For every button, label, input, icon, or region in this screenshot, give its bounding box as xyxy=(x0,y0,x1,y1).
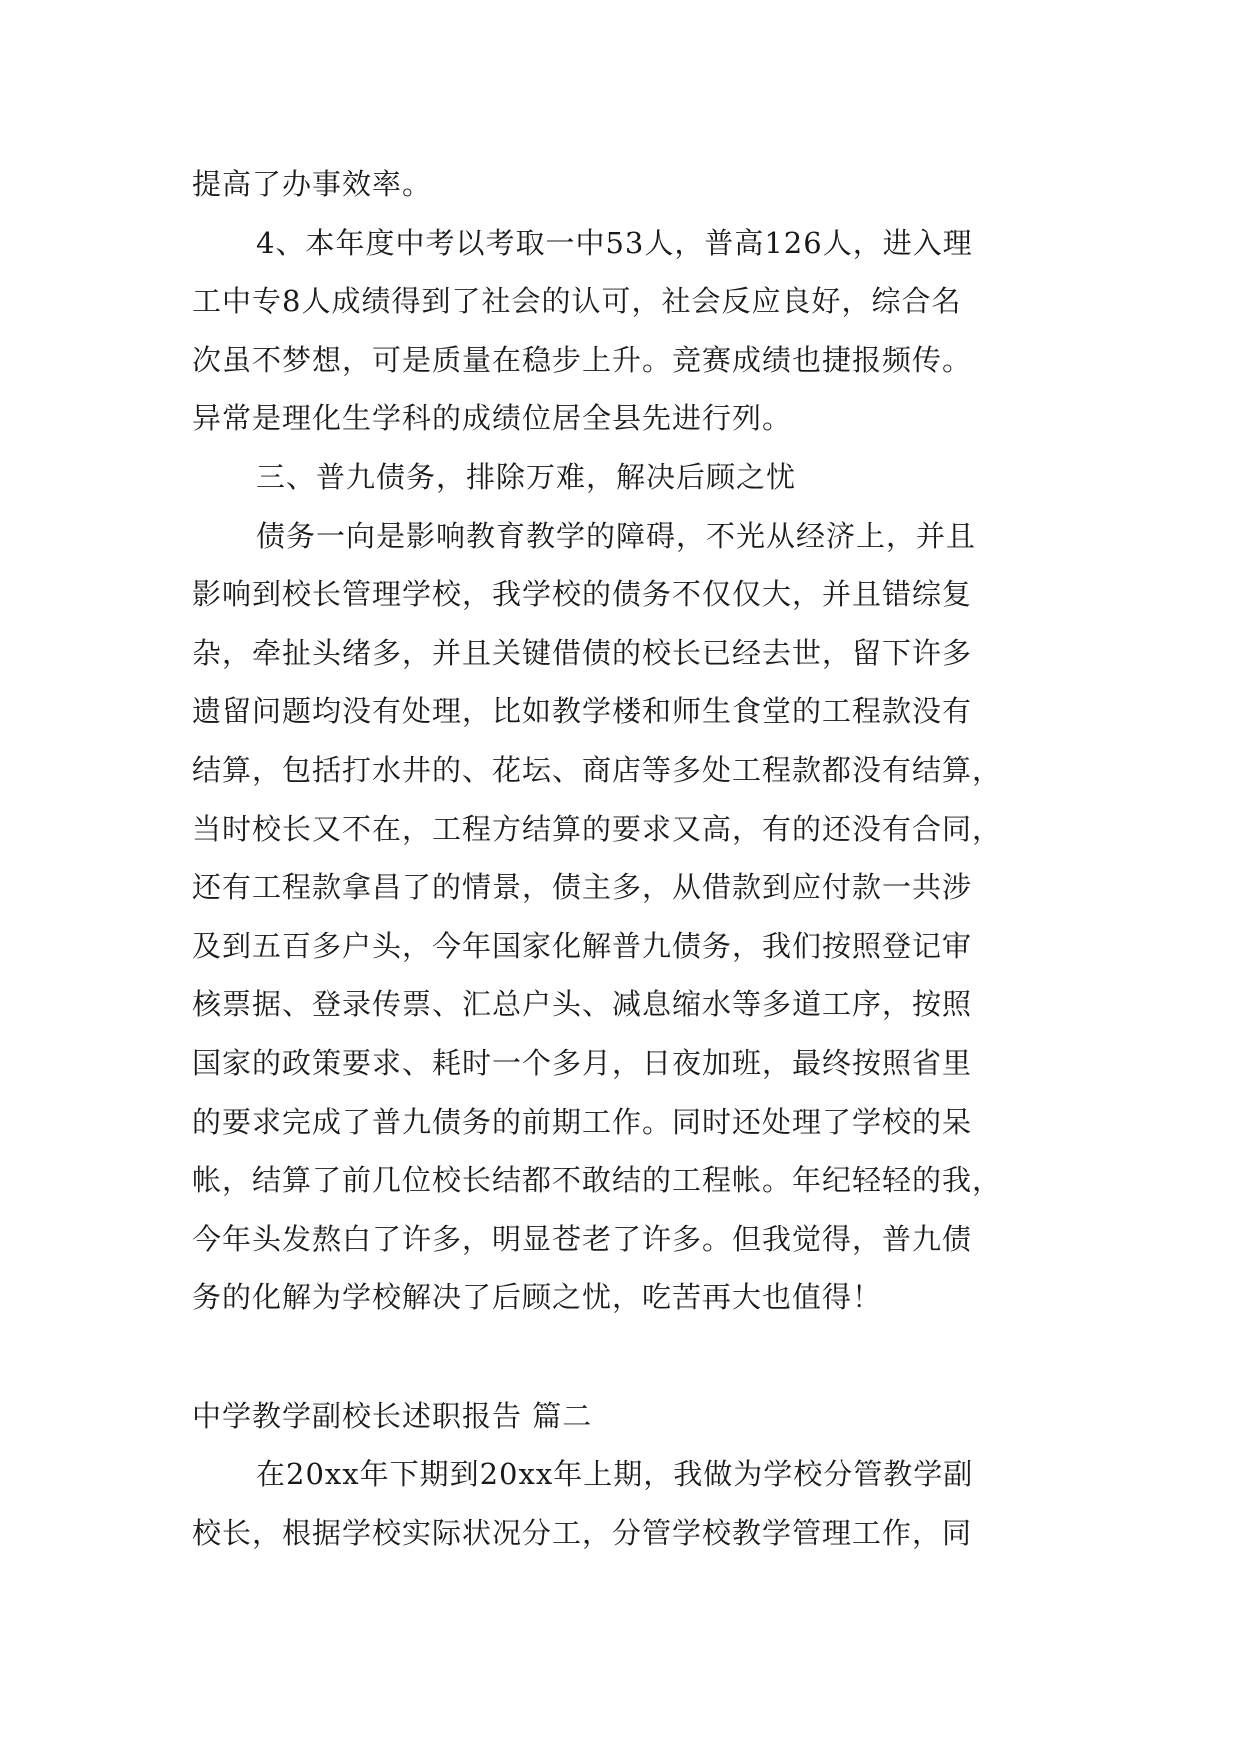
text-line: 在20xx年下期到20xx年上期，我做为学校分管教学副 xyxy=(256,1457,974,1492)
text-line: 异常是理化生学科的成绩位居全县先进行列。 xyxy=(192,401,793,436)
text-line: 核票据、登录传票、汇总户头、减息缩水等多道工序，按照 xyxy=(192,987,973,1022)
subsection-heading: 三、普九债务，排除万难，解决后顾之忧 xyxy=(256,459,797,494)
text-line: 帐，结算了前几位校长结都不敢结的工程帐。年纪轻轻的我， xyxy=(192,1163,1003,1198)
text-line: 及到五百多户头，今年国家化解普九债务，我们按照登记审 xyxy=(192,928,973,963)
text-line: 的要求完成了普九债务的前期工作。同时还处理了学校的呆 xyxy=(192,1104,973,1139)
document-page xyxy=(192,155,1072,1563)
text-line: 当时校长又不在，工程方结算的要求又高，有的还没有合同， xyxy=(192,811,1003,846)
text-line: 务的化解为学校解决了后顾之忧，吃苦再大也值得！ xyxy=(192,1280,883,1315)
section-gap xyxy=(192,1327,1072,1387)
text-line: 4、本年度中考以考取一中53人，普高126人，进入理 xyxy=(256,225,973,260)
text-line: 债务一向是影响教育教学的障碍，不光从经济上，并且 xyxy=(256,518,977,553)
text-line: 工中专8人成绩得到了社会的认可，社会反应良好，综合名 xyxy=(192,284,962,319)
text-line: 遗留问题均没有处理，比如教学楼和师生食堂的工程款没有 xyxy=(192,694,973,729)
text-line: 次虽不梦想，可是质量在稳步上升。竞赛成绩也捷报频传。 xyxy=(192,342,973,377)
text-line: 国家的政策要求、耗时一个多月，日夜加班，最终按照省里 xyxy=(192,1045,973,1080)
text-line: 结算，包括打水井的、花坛、商店等多处工程款都没有结算， xyxy=(192,752,1003,787)
text-line: 还有工程款拿昌了的情景，债主多，从借款到应付款一共涉 xyxy=(192,870,973,905)
section-heading: 中学教学副校长述职报告 篇二 xyxy=(192,1398,593,1433)
text-line: 今年头发熬白了许多，明显苍老了许多。但我觉得，普九债 xyxy=(192,1221,973,1256)
text-line: 校长，根据学校实际状况分工，分管学校教学管理工作，同 xyxy=(192,1516,973,1551)
text-line: 提高了办事效率。 xyxy=(192,167,433,201)
text-line: 杂，牵扯头绪多，并且关键借债的校长已经去世，留下许多 xyxy=(192,635,973,670)
text-line: 影响到校长管理学校，我学校的债务不仅仅大，并且错综复 xyxy=(192,577,973,612)
